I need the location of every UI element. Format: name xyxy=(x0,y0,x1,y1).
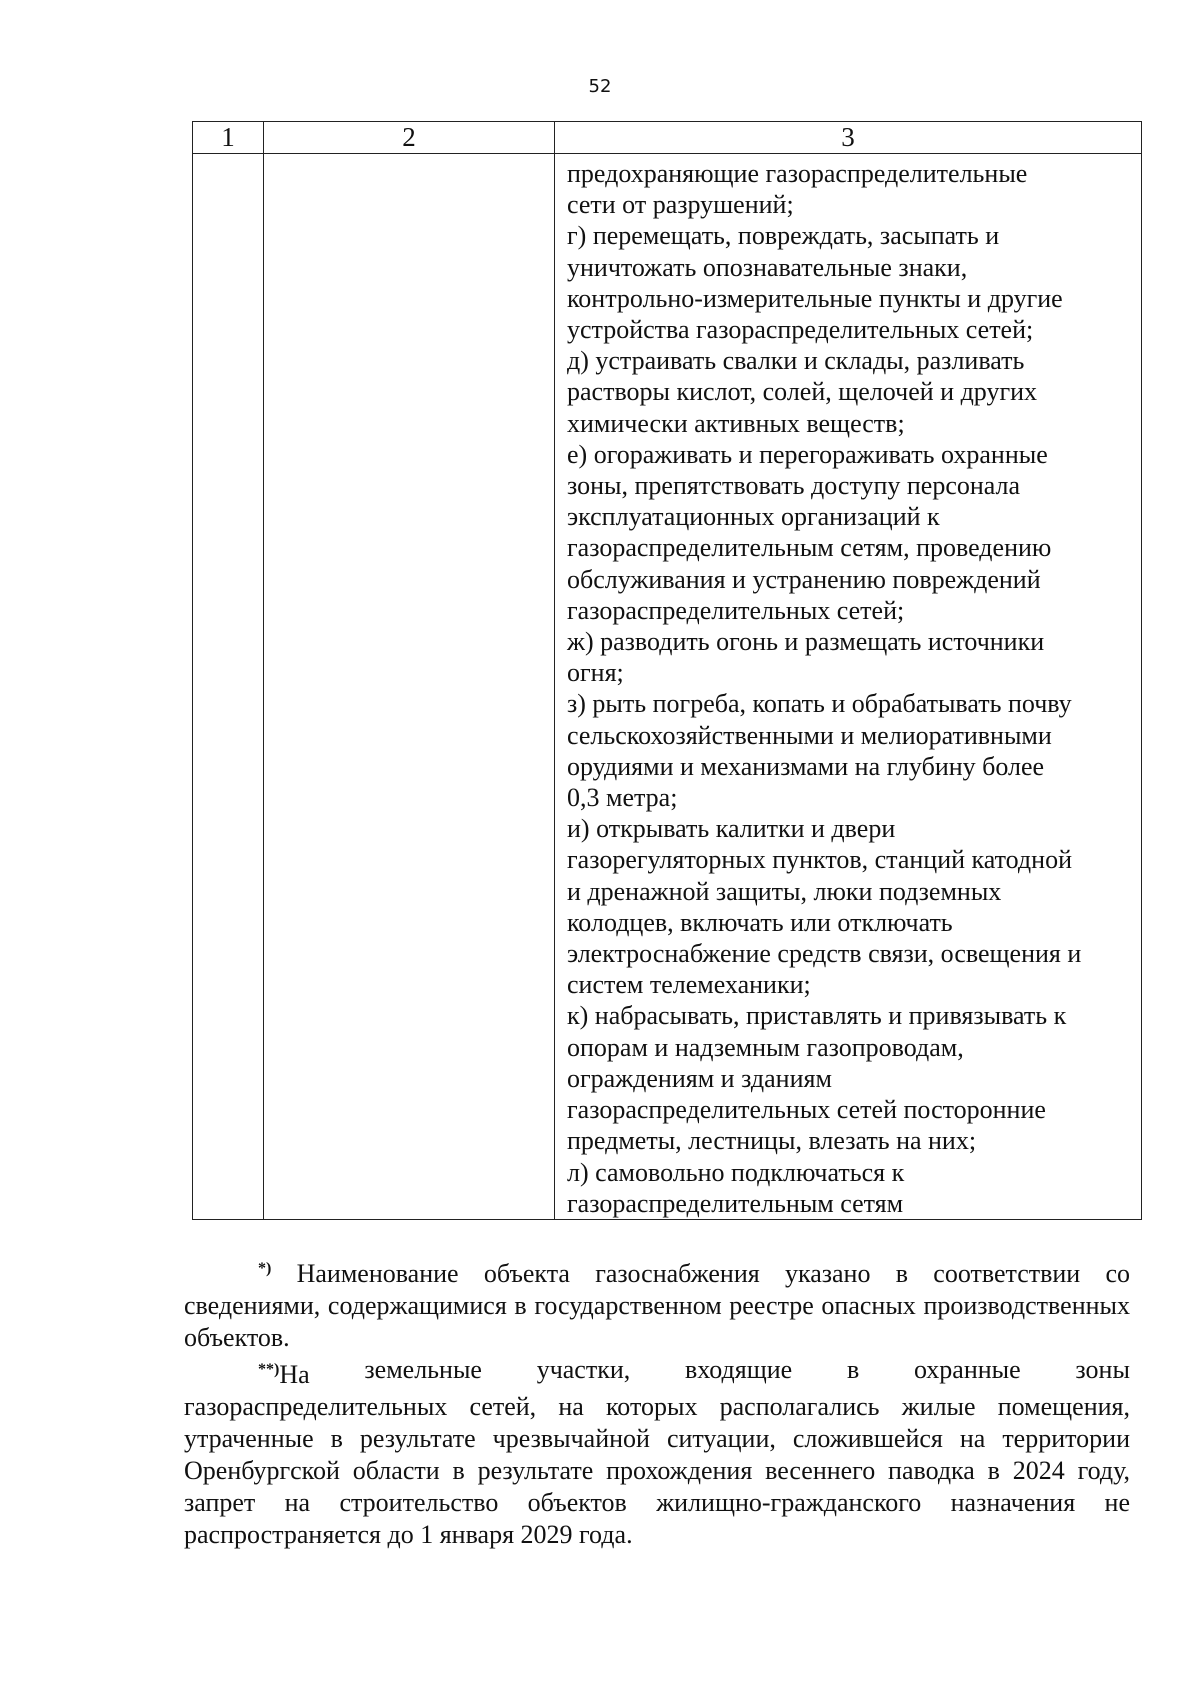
cell-col-3-line: г) перемещать, повреждать, засыпать и xyxy=(567,221,1000,251)
cell-col-3-line: д) устраивать свалки и склады, разливать xyxy=(567,346,1025,376)
footnote-2-word: На xyxy=(279,1360,310,1389)
cell-col-3-line: газораспределительных сетей посторонние xyxy=(567,1095,1046,1125)
cell-col-3-line: орудиями и механизмами на глубину более xyxy=(567,751,1045,781)
cell-col-3-line: и) открывать калитки и двери xyxy=(567,814,896,844)
cell-col-3-line: обслуживания и устранению повреждений xyxy=(567,564,1041,594)
cell-col-3 xyxy=(555,154,1142,1220)
cell-col-3-line: колодцев, включать или отключать xyxy=(567,907,953,937)
page-number: 52 xyxy=(588,76,612,97)
cell-col-3-line: к) набрасывать, приставлять и привязывать к xyxy=(567,1001,1067,1031)
cell-col-3-line: химически активных веществ; xyxy=(567,408,905,438)
footnote-2-word: участки, xyxy=(536,1355,631,1384)
cell-col-3-line: опорам и надземным газопроводам, xyxy=(567,1032,964,1062)
cell-col-3-line: систем телемеханики; xyxy=(567,970,811,1000)
cell-col-3-line: огня; xyxy=(567,658,624,688)
cell-col-3-line: е) огораживать и перегораживать охранные xyxy=(567,439,1048,469)
cell-col-3-line: предохраняющие газораспределительные xyxy=(567,159,1028,188)
cell-col-3-line: л) самовольно подключаться к xyxy=(567,1157,905,1187)
cell-col-3-line: сельскохозяйственными и мелиоративными xyxy=(567,720,1052,750)
cell-col-3-line: предметы, лестницы, влезать на них; xyxy=(567,1126,977,1156)
footnote-2-word: в xyxy=(846,1355,860,1384)
footnote-2 xyxy=(184,1354,1130,1551)
cell-col-3-line: растворы кислот, солей, щелочей и других xyxy=(567,377,1038,407)
cell-col-3-line: з) рыть погреба, копать и обрабатывать почву xyxy=(567,689,1072,719)
footnote-2-word: входящие xyxy=(685,1355,793,1384)
footnote-1-marker: *) xyxy=(258,1260,272,1277)
cell-col-3-line: газорегуляторных пунктов, станций катодной xyxy=(567,845,1072,875)
header-col-3: 3 xyxy=(555,122,1142,154)
footnote-2-word: земельные xyxy=(364,1355,482,1384)
table-header-row xyxy=(193,122,1142,154)
cell-col-1 xyxy=(193,154,264,1220)
footnote-2-marker: **) xyxy=(258,1361,280,1378)
footnote-2-text: газораспределительных сетей, на которых располагались жилые помещения, утраченные в результате чрезвычайной ситуации, сложившейся на территории Оренбургской области в результате прохождения весеннего паводка в 2024 году, запрет на строительство объектов жилищно-гражданского назначения не распространяется до 1 января 2029 года. xyxy=(184,1392,1130,1549)
cell-col-3-line: 0,3 метра; xyxy=(567,783,678,813)
footnotes xyxy=(184,1253,1130,1551)
cell-col-3-text xyxy=(555,154,1141,1219)
cell-col-3-line: зоны, препятствовать доступу персонала xyxy=(567,471,1021,501)
cell-col-3-line: ограждениям и зданиям xyxy=(567,1063,832,1093)
cell-col-3-line: сети от разрушений; xyxy=(567,190,794,220)
cell-col-3-line: газораспределительных сетей; xyxy=(567,595,905,625)
footnote-2-word: охранные xyxy=(913,1355,1021,1384)
cell-col-3-line: и дренажной защиты, люки подземных xyxy=(567,876,1002,906)
cell-col-3-line: газораспределительным сетям, проведению xyxy=(567,533,1052,563)
footnote-1 xyxy=(184,1253,1130,1354)
document-table xyxy=(192,121,1142,1220)
cell-col-3-line: электроснабжение средств связи, освещения и xyxy=(567,939,1082,969)
cell-col-3-line: уничтожать опознавательные знаки, xyxy=(567,252,968,282)
cell-col-3-line: газораспределительным сетям xyxy=(567,1188,904,1218)
header-col-2: 2 xyxy=(264,122,555,154)
cell-col-3-line: эксплуатационных организаций к xyxy=(567,502,940,532)
footnote-2-first-line xyxy=(184,1354,1130,1391)
table-row xyxy=(193,154,1142,1220)
footnote-1-text: Наименование объекта газоснабжения указано в соответствии со сведениями, содержащимися в государственном реестре опасных производственных объектов. xyxy=(184,1259,1131,1352)
cell-col-3-line: устройства газораспределительных сетей; xyxy=(567,315,1034,345)
header-col-1: 1 xyxy=(193,122,264,154)
cell-col-3-line: контрольно-измерительные пункты и другие xyxy=(567,283,1063,313)
cell-col-2 xyxy=(264,154,555,1220)
footnote-2-word: зоны xyxy=(1075,1355,1130,1384)
cell-col-3-line: ж) разводить огонь и размещать источники xyxy=(567,627,1045,657)
